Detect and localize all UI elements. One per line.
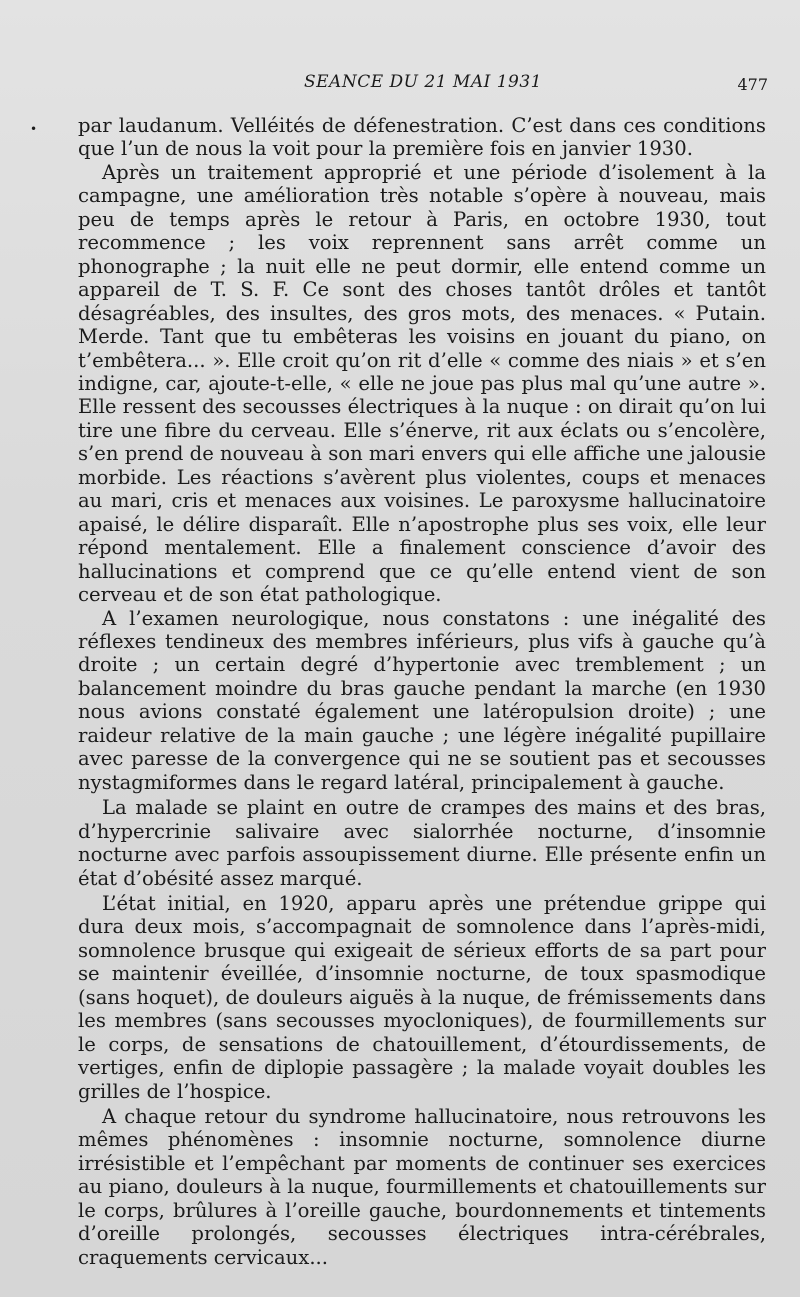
margin-mark: •	[30, 122, 38, 136]
paragraph-complaints: La malade se plaint en outre de crampes des mains et des bras, d’hypercrinie salivaire avec sialorrhée nocturne, d’insomnie nocturne avec parfois assoupissement diurne. Elle présente enfin un état d’obésité assez marqué.	[78, 796, 766, 890]
paragraph-continuation: par laudanum. Velléités de défenestration. C’est dans ces conditions que l’un de nous la voit pour la première fois en janvier 1930.	[78, 114, 766, 161]
paragraph-relapse: Après un traitement approprié et une période d’isolement à la campagne, une amélioration très notable s’opère à nouveau, mais peu de temps après le retour à Paris, en octobre 1930, tout recommence ; les voix reprennent sans arrêt comme un phonographe ; la nuit elle ne peut dormir, elle entend comme un appareil de T. S. F. Ce sont des choses tantôt drôles et tantôt désagréables, des insultes, des gros mots, des menaces. « Putain. Merde. Tant que tu embêteras les voisins en jouant du piano, on t’embêtera... ». Elle croit qu’on rit d’elle « comme des niais » et s’en indigne, car, ajoute-t-elle, « elle ne joue pas plus mal qu’une autre ». Elle ressent des secousses électriques à la nuque : on dirait qu’on lui tire une fibre du cerveau. Elle s’énerve, rit aux éclats ou s’encolère, s’en prend de nouveau à son mari envers qui elle affiche une jalousie morbide. Les réactions s’avèrent plus violentes, coups et menaces au mari, cris et menaces aux voisines. Le paroxysme hallucinatoire apaisé, le délire disparaît. Elle n’apostrophe plus ses voix, elle leur répond mentalement. Elle a finalement conscience d’avoir des hallucinations et comprend que ce qu’elle entend vient de son cerveau et de son état pathologique.	[78, 160, 766, 607]
body-text	[78, 114, 766, 1269]
running-title: SEANCE DU 21 MAI 1931	[304, 72, 542, 92]
paragraph-neurological-exam: A l’examen neurologique, nous constatons : une inégalité des réflexes tendineux des membres inférieurs, plus vifs à gauche qu’à droite ; un certain degré d’hypertonie avec tremblement ; un balancement moindre du bras gauche pendant la marche (en 1930 nous avions constaté également une latéropulsion droite) ; une raideur relative de la main gauche ; une légère inégalité pupillaire avec paresse de la convergence qui ne se soutient pas et secousses nystagmiformes dans le regard latéral, principalement à gauche.	[78, 606, 766, 794]
paragraph-recurrence: A chaque retour du syndrome hallucinatoire, nous retrouvons les mêmes phénomènes : insomnie nocturne, somnolence diurne irrésistible et l’empêchant par moments de continuer ses exercices au piano, douleurs à la nuque, fourmillements et chatouillements sur le corps, brûlures à l’oreille gauche, bourdonnements et tintements d’oreille prolongés, secousses électriques intra-cérébrales, craquements cervicaux...	[78, 1105, 766, 1269]
running-header	[78, 72, 768, 98]
page-number: 477	[737, 75, 768, 94]
paragraph-initial-state: L’état initial, en 1920, apparu après une prétendue grippe qui dura deux mois, s’accompagnait de somnolence dans l’après-midi, somnolence brusque qui exigeait de sérieux efforts de sa part pour se maintenir éveillée, d’insomnie nocturne, de toux spasmodique (sans hoquet), de douleurs aiguës à la nuque, de frémissements dans les membres (sans secousses myocloniques), de fourmillements sur le corps, de sensations de chatouillement, d’étourdissements, de vertiges, enfin de diplopie passagère ; la malade voyait doubles les grilles de l’hospice.	[78, 891, 766, 1103]
